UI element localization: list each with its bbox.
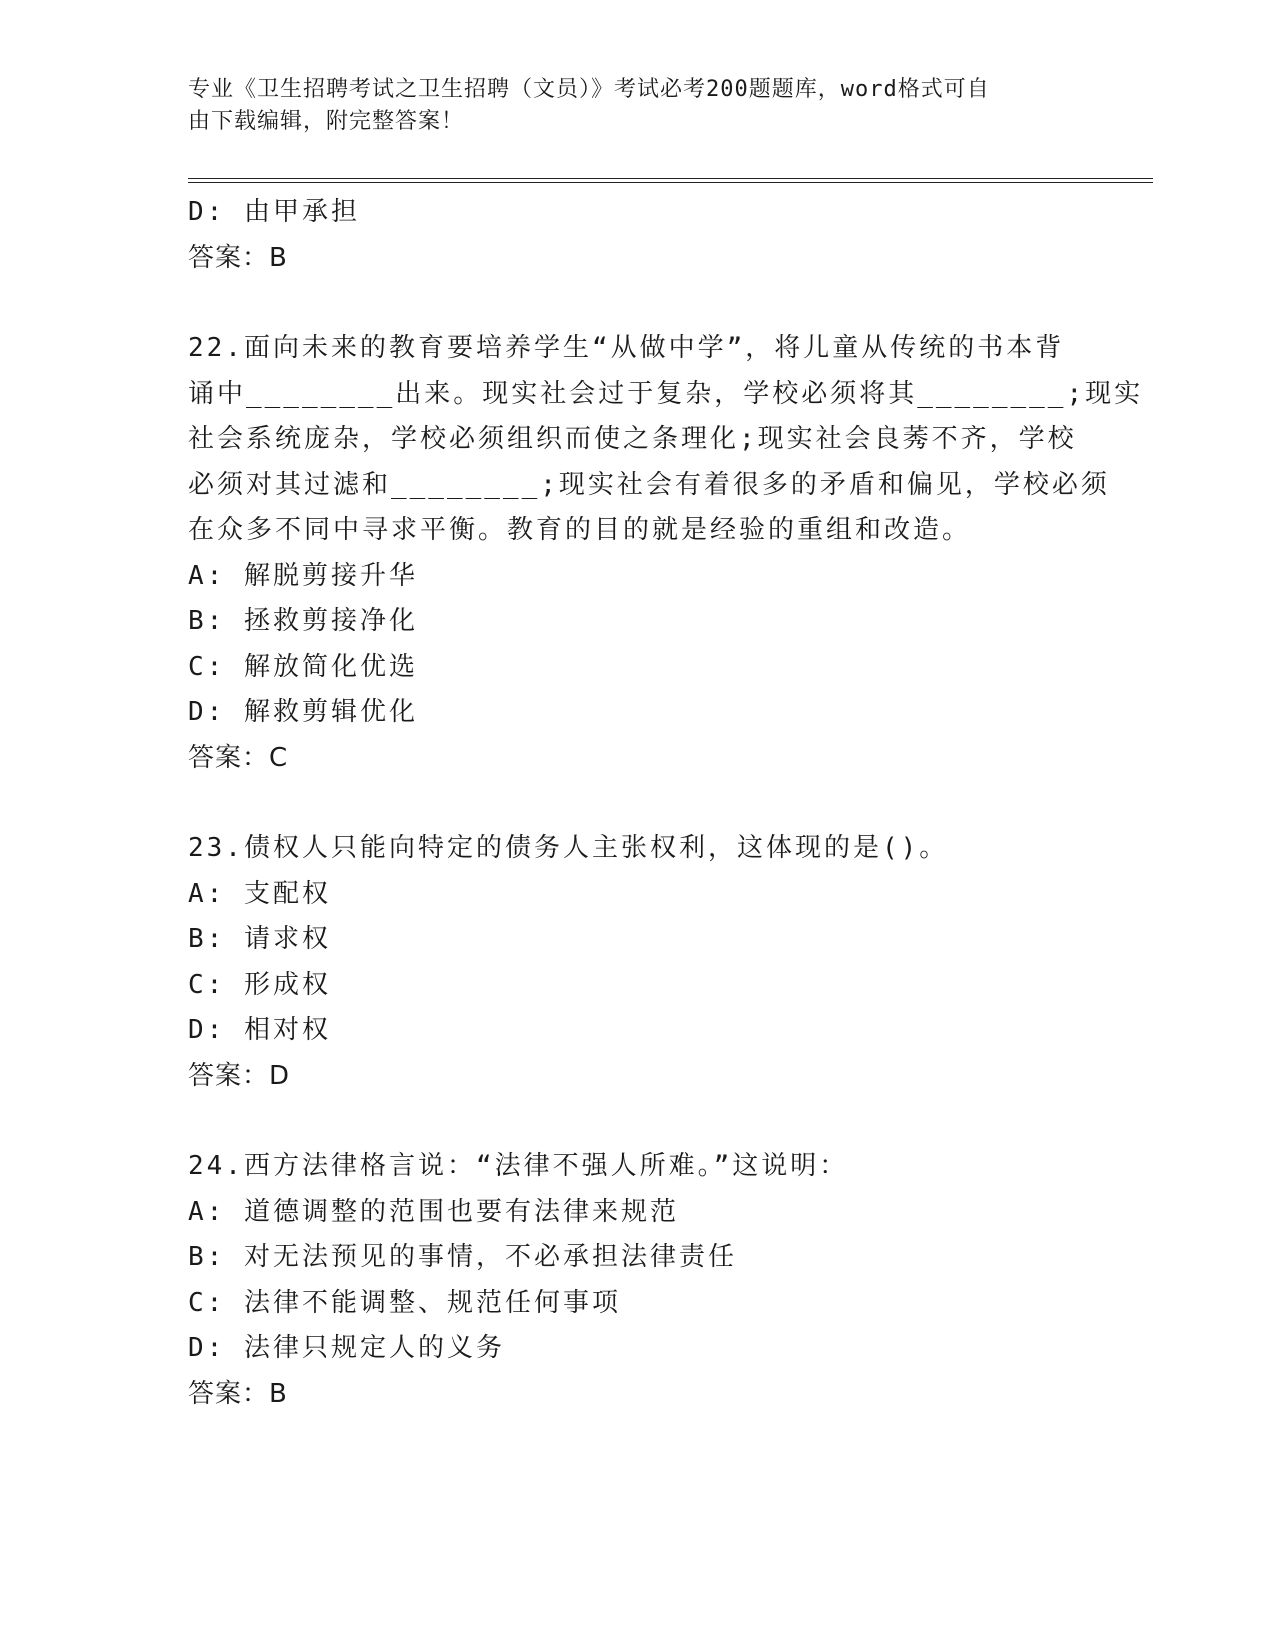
- option-a: A: 解脱剪接升华: [188, 560, 418, 591]
- question-stem-line: 22.面向未来的教育要培养学生“从做中学”，将儿童从传统的书本背: [188, 333, 1065, 363]
- question-stem: 23.债权人只能向特定的债务人主张权利，这体现的是()。: [188, 833, 949, 863]
- question-24: [188, 1144, 1088, 1417]
- option-d: D: 相对权: [188, 1015, 331, 1045]
- spacer: [188, 1099, 1088, 1144]
- question-23: [188, 826, 1088, 1099]
- option-c: C: 形成权: [188, 969, 331, 1000]
- question-stem-line: 诵中________出来。现实社会过于复杂，学校必须将其________;现实: [188, 378, 1144, 409]
- option-d: D: 解救剪辑优化: [188, 697, 418, 727]
- header-divider: [188, 178, 1153, 183]
- question-list: [188, 190, 1144, 1417]
- option-d: D: 由甲承担: [188, 197, 360, 227]
- option-a: A: 道德调整的范围也要有法律来规范: [188, 1196, 679, 1227]
- header-line-2: 由下载编辑，附完整答案！: [188, 109, 465, 134]
- question-stem-line: 社会系统庞杂，学校必须组织而使之条理化;现实社会良莠不齐，学校: [188, 424, 1077, 454]
- question-stem: 24.西方法律格言说：“法律不强人所难。”这说明：: [188, 1151, 849, 1181]
- header-line-1: 专业《卫生招聘考试之卫生招聘（文员）》考试必考200题题库，word格式可自: [188, 77, 990, 102]
- option-b: B: 请求权: [188, 924, 331, 954]
- question-22: [188, 326, 1144, 781]
- spacer: [188, 281, 1088, 326]
- answer: 答案：B: [188, 242, 288, 273]
- answer: 答案：B: [188, 1378, 288, 1409]
- option-b: B: 对无法预见的事情，不必承担法律责任: [188, 1242, 737, 1272]
- question-stem-line: 在众多不同中寻求平衡。教育的目的就是经验的重组和改造。: [188, 515, 972, 545]
- option-b: B: 拯救剪接净化: [188, 606, 418, 636]
- answer: 答案：D: [188, 1060, 291, 1091]
- question-stem-line: 必须对其过滤和________;现实社会有着很多的矛盾和偏见，学校必须: [188, 469, 1110, 500]
- option-a: A: 支配权: [188, 878, 331, 909]
- option-d: D: 法律只规定人的义务: [188, 1333, 505, 1363]
- option-c: C: 法律不能调整、规范任何事项: [188, 1287, 621, 1318]
- answer: 答案：C: [188, 742, 289, 773]
- document-header: [188, 74, 1068, 138]
- spacer: [188, 781, 1088, 826]
- option-c: C: 解放简化优选: [188, 651, 418, 682]
